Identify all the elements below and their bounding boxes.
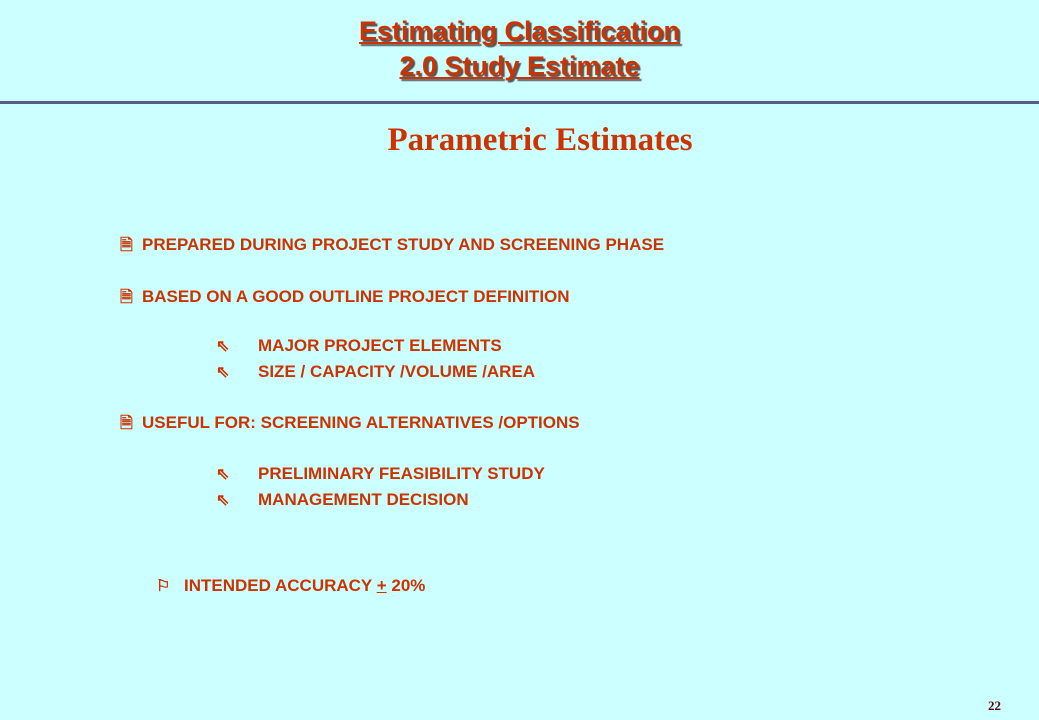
slide-header [0, 14, 1039, 84]
document-icon: 🗎 [120, 289, 133, 306]
sub-bullet-text: SIZE / CAPACITY /VOLUME /AREA [258, 362, 536, 381]
flag-icon: ⚐ [156, 578, 171, 595]
sub-bullet-text: MAJOR PROJECT ELEMENTS [258, 336, 502, 355]
sub-bullet-item [216, 464, 545, 484]
accuracy-value: 20% [391, 576, 426, 595]
bullet-text: PREPARED DURING PROJECT STUDY AND SCREENING PHASE [142, 235, 665, 254]
header-divider [0, 101, 1039, 104]
header-title-line2: 2.0 Study Estimate [399, 51, 640, 81]
bullet-item [120, 412, 580, 439]
arrow-upleft-icon: ⇖ [216, 338, 230, 355]
slide-subtitle: Parametric Estimates [387, 122, 693, 158]
document-icon: 🗎 [120, 237, 133, 254]
arrow-upleft-icon: ⇖ [216, 492, 230, 509]
arrow-upleft-icon: ⇖ [216, 364, 230, 381]
sub-bullet-item [216, 362, 535, 382]
bullet-item [120, 286, 570, 313]
sub-bullet-text: PRELIMINARY FEASIBILITY STUDY [258, 464, 545, 483]
accuracy-line [156, 576, 425, 596]
sub-bullet-item [216, 336, 502, 356]
arrow-upleft-icon: ⇖ [216, 466, 230, 483]
bullet-text: BASED ON A GOOD OUTLINE PROJECT DEFINITION [142, 287, 570, 306]
sub-bullet-text: MANAGEMENT DECISION [258, 490, 469, 509]
bullet-text: USEFUL FOR: SCREENING ALTERNATIVES /OPTIONS [142, 413, 580, 432]
page-number: 22 [988, 698, 1001, 713]
header-title-line1: Estimating Classification [358, 16, 681, 46]
document-icon: 🗎 [120, 415, 133, 432]
plusminus-sign: + [376, 576, 387, 595]
accuracy-label: INTENDED ACCURACY [184, 576, 372, 595]
sub-bullet-item [216, 490, 469, 510]
bullet-item [120, 234, 664, 261]
